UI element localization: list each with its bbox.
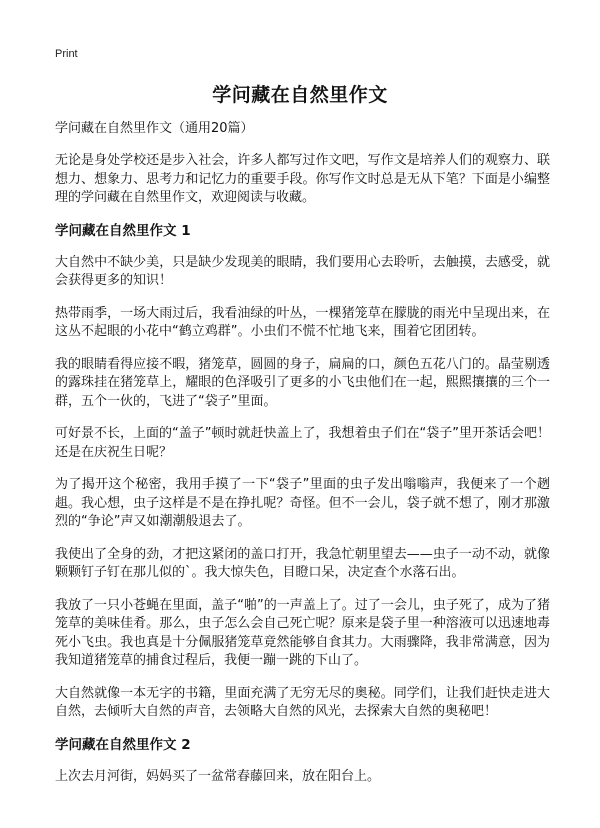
page-title: 学问藏在自然里作文 — [212, 84, 388, 106]
article-subtitle: 学问藏在自然里作文（通用20篇） — [55, 121, 254, 136]
paragraph: 大自然中不缺少美，只是缺少发现美的眼睛，我们要用心去聆听，去触摸，去感受，就会获得更多的知识！ — [55, 254, 550, 288]
paragraph: 上次去月河街，妈妈买了一盆常春藤回来，放在阳台上。 — [55, 768, 381, 784]
paragraph: 我的眼睛看得应接不暇，猪笼草，圆圆的身子，扁扁的口，颜色五花八门的。晶莹剔透的露珠挂在猪笼草上，耀眼的色泽吸引了更多的小飞虫他们在一起，熙熙攘攘的三个一群，五个一伙的，飞进了“袋子”里面。 — [55, 356, 550, 409]
paragraph: 大自然就像一本无字的书籍，里面充满了无穷无尽的奥秘。同学们，让我们赶快走进大自然，去倾听大自然的声音，去领略大自然的风光，去探索大自然的奥秘吧！ — [55, 685, 550, 719]
article-body — [55, 120, 550, 800]
paragraph: 我放了一只小苍蝇在里面，盖子“啪”的一声盖上了。过了一会儿，虫子死了，成为了猪笼草的美味佳肴。那么，虫子怎么会自己死亡呢？原来是袋子里一种溶液可以迅速地毒死小飞虫。我也真是十分佩服猪笼草竟然能够自食其力。大雨骤降，我非常满意，因为我知道猪笼草的捕食过程后，我便一蹦一跳的下山了。 — [55, 597, 550, 668]
paragraph: 热带雨季，一场大雨过后，我看油绿的叶丛，一棵猪笼草在朦胧的雨光中呈现出来，在这丛不起眼的小花中“鹤立鸡群”。小虫们不慌不忙地飞来，围着它团团转。 — [55, 305, 550, 339]
paragraph: 为了揭开这个秘密，我用手摸了一下“袋子”里面的虫子发出嗡嗡声，我便来了一个趔趄。我心想，虫子这样是不是在挣扎呢？奇怪。但不一会儿，袋子就不想了，刚才那激烈的“争论”声又如潮潮般退去了。 — [55, 477, 550, 529]
paragraph: 可好景不长，上面的“盖子”顿时就赶快盖上了，我想着虫子们在“袋子”里开茶话会吧！还是在庆祝生日呢？ — [55, 426, 550, 460]
section-heading: 学问藏在自然里作文 1 — [55, 222, 191, 239]
paragraph: 我使出了全身的劲，才把这紧闭的盖口打开，我急忙朝里望去——虫子一动不动，就像颗颗钉子钉在那儿似的`。我大惊失色，目瞪口呆，决定查个水落石出。 — [55, 546, 550, 580]
section-heading: 学问藏在自然里作文 2 — [55, 736, 191, 753]
intro-paragraph: 无论是身处学校还是步入社会，许多人都写过作文吧，写作文是培养人们的观察力、联想力、想象力、思考力和记忆力的重要手段。你写作文时总是无从下笔？下面是小编整理的学问藏在自然里作文，欢迎阅读与收藏。 — [55, 153, 550, 205]
print-link[interactable]: Print — [55, 48, 78, 60]
